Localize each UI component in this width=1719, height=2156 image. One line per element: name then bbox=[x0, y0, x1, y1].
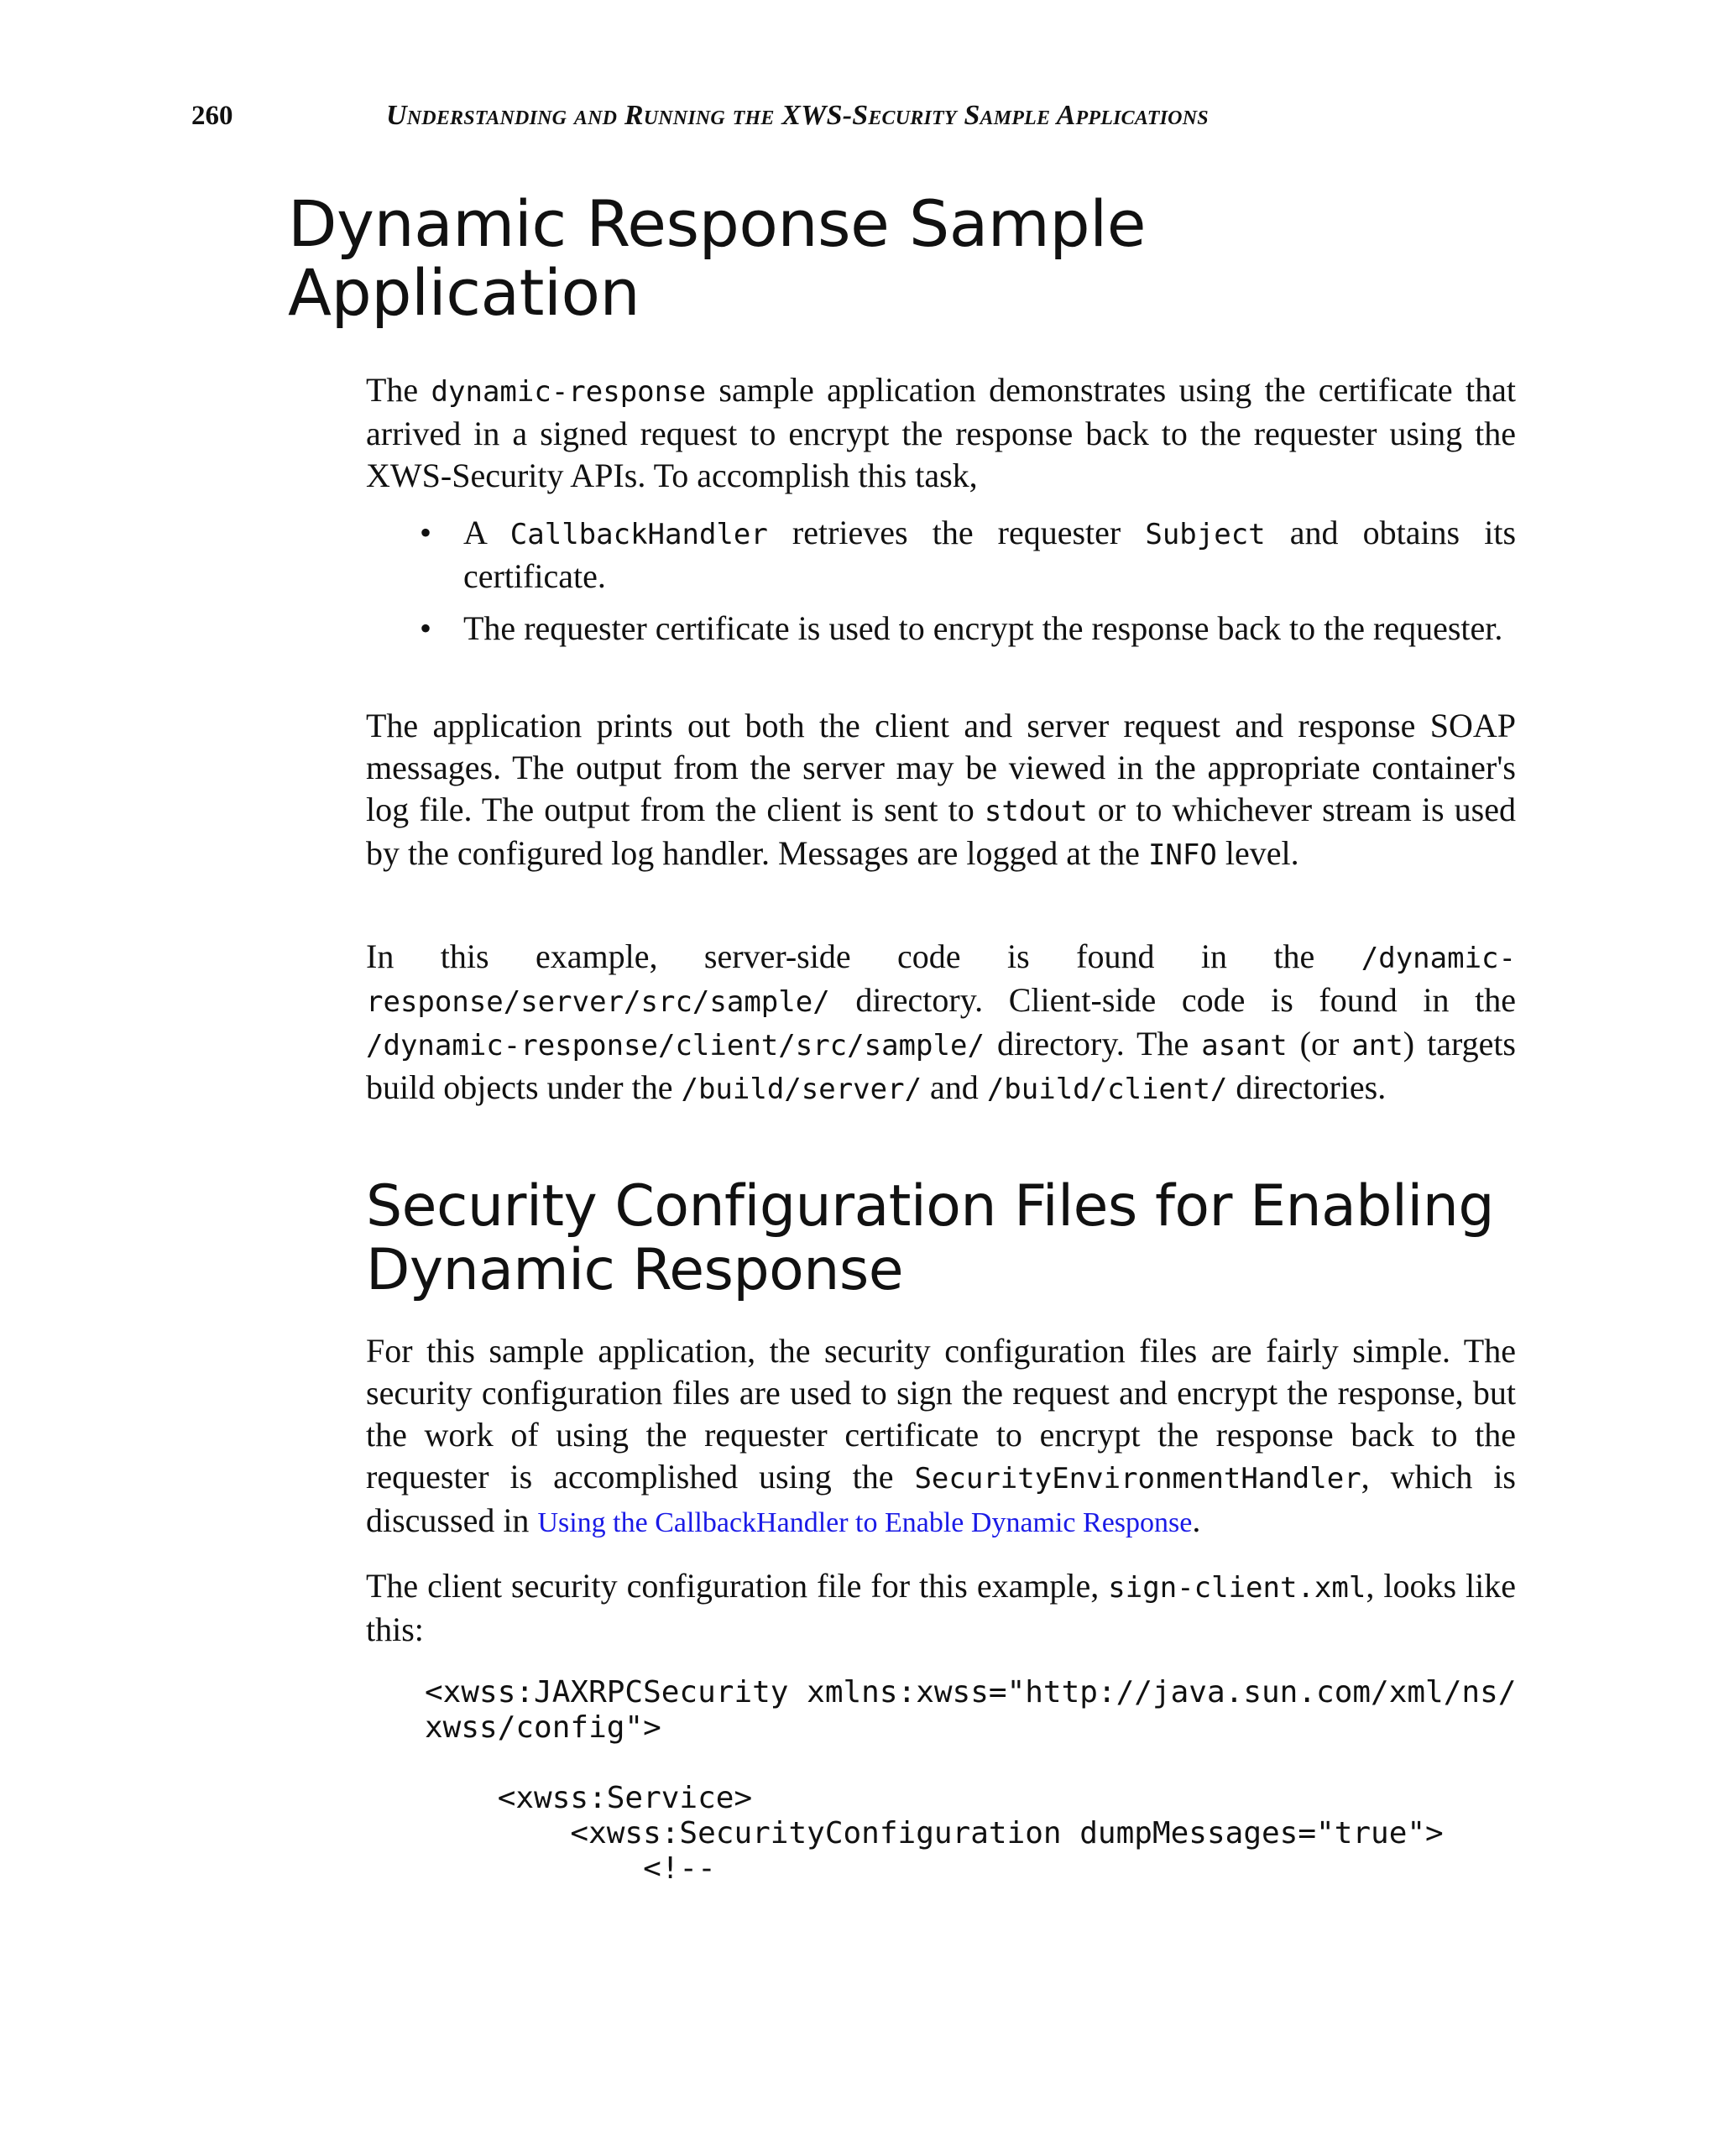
inline-code: sign-client.xml bbox=[1108, 1571, 1366, 1605]
bullet-icon: • bbox=[420, 609, 432, 647]
inline-code: dynamic-response bbox=[431, 375, 707, 409]
list-item: • A CallbackHandler retrieves the requester Subject and obtains its certificate. bbox=[420, 514, 1517, 595]
bullet-list bbox=[420, 512, 1516, 660]
inline-code: /dynamic-response/server/src/sample/ bbox=[366, 942, 1516, 1019]
inline-code: CallbackHandler bbox=[509, 518, 768, 551]
running-header bbox=[191, 99, 1534, 133]
section-heading: Security Configuration Files for Enabling Dynamic Response bbox=[366, 1173, 1495, 1303]
directories-paragraph: In this example, server-side code is found in the /dynamic-response/server/src/sample/ directory. Client-side code is found in the /dynamic-response/client/src/sample/ directory. The asant (or ant) targets build objects under the /build/server/ and /build/client/ directories. bbox=[366, 937, 1516, 1106]
inline-code: /dynamic-response/client/src/sample/ bbox=[366, 1029, 985, 1062]
inline-code: Subject bbox=[1145, 518, 1266, 551]
chapter-section-title: Dynamic Response Sample Application bbox=[288, 186, 1146, 330]
page-number: 260 bbox=[191, 101, 233, 131]
client-config-paragraph: The client security configuration file for this example, sign-client.xml, looks like this: bbox=[366, 1567, 1516, 1648]
inline-code: /build/client/ bbox=[986, 1073, 1228, 1106]
inline-code: ant bbox=[1351, 1029, 1403, 1062]
code-listing: <xwss:JAXRPCSecurity xmlns:xwss="http://java.sun.com/xml/ns/ xwss/config"> <xwss:Service> <xwss:SecurityConfiguration dumpMessages="true"> <!-- bbox=[425, 1675, 1517, 1886]
bullet-icon: • bbox=[420, 514, 432, 551]
inline-code: SecurityEnvironmentHandler bbox=[914, 1462, 1361, 1496]
running-header-title: Understanding and Running the XWS-Security Sample Applications bbox=[386, 100, 1209, 131]
inline-code: asant bbox=[1201, 1029, 1288, 1062]
output-paragraph: The application prints out both the client and server request and response SOAP messages. The output from the server may be viewed in the appropriate container's log file. The output from the client is sent to stdout or to whichever stream is used by the configured log handler. Messages are logged at the INFO level. bbox=[366, 707, 1516, 872]
list-item: • The requester certificate is used to encrypt the response back to the requester. bbox=[420, 608, 1516, 650]
inline-code: INFO bbox=[1147, 838, 1217, 872]
intro-paragraph: The dynamic-response sample application demonstrates using the certificate that arrived in a signed request to encrypt the response back to the requester using the XWS-Security APIs. To accomplish this task, bbox=[366, 371, 1516, 494]
cross-reference-link[interactable]: Using the CallbackHandler to Enable Dynamic Response bbox=[537, 1507, 1193, 1538]
config-paragraph: For this sample application, the security configuration files are fairly simple. The security configuration files are used to sign the request and encrypt the response, but the work of using the requester certificate to encrypt the response back to the requester is accomplished using the SecurityEnvironmentHandler, which is discussed in Using the CallbackHandler to Enable Dynamic Response. bbox=[366, 1332, 1516, 1539]
inline-code: stdout bbox=[984, 795, 1088, 828]
inline-code: /build/server/ bbox=[681, 1073, 922, 1106]
